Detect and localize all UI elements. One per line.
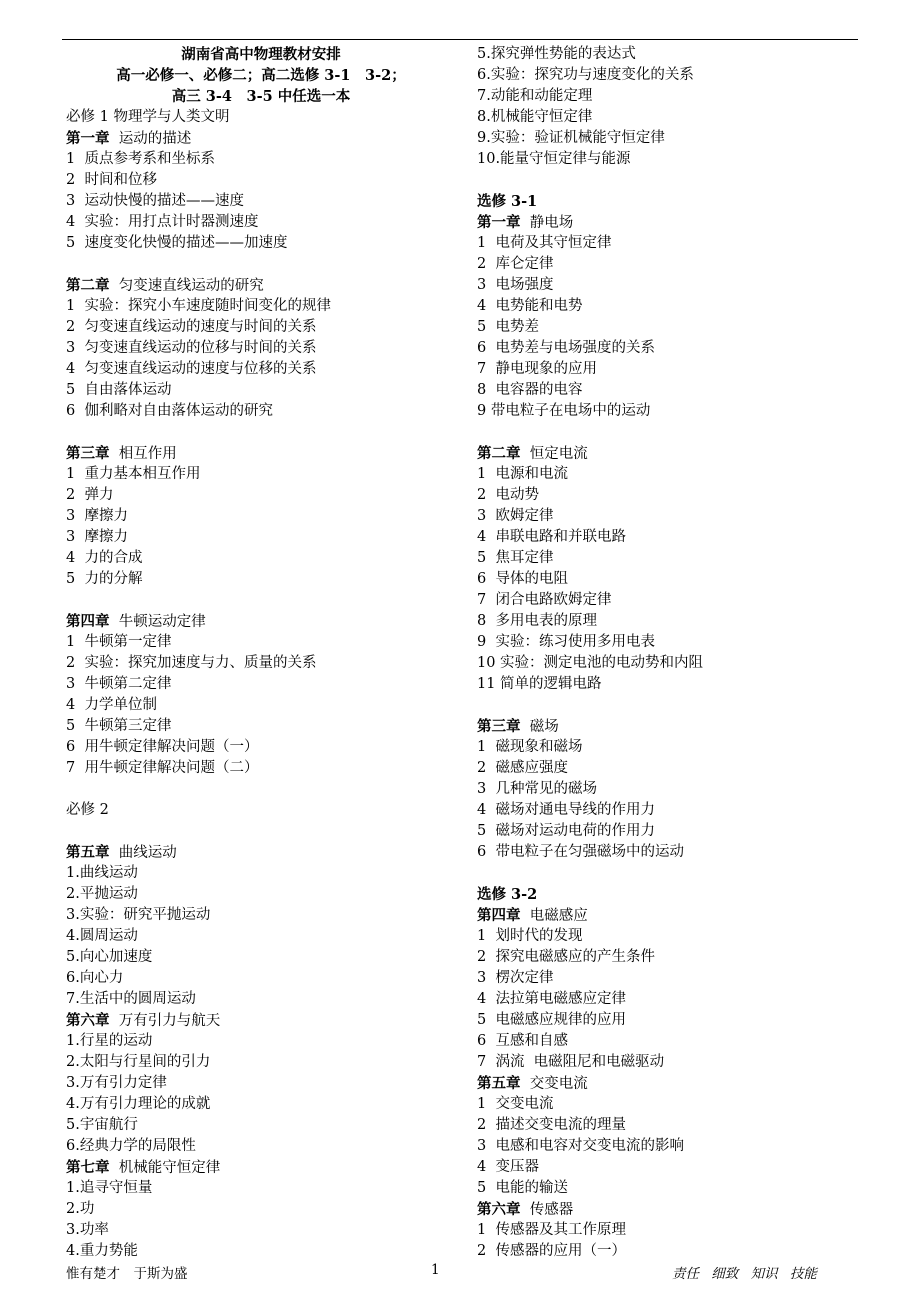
toc-entry: 4 实验：用打点计时器测速度 [66,214,259,230]
toc-entry: 7 涡流 电磁阻尼和电磁驱动 [477,1054,665,1070]
toc-entry: 6.向心力 [66,970,124,986]
toc-entry: 5 自由落体运动 [66,382,172,398]
toc-entry: 2 实验：探究加速度与力、质量的关系 [66,655,317,671]
toc-entry: 9 实验：练习使用多用电表 [477,634,655,650]
toc-entry: 3.万有引力定律 [66,1075,167,1091]
toc-entry: 2 探究电磁感应的产生条件 [477,949,655,965]
toc-entry: 7 用牛顿定律解决问题（二） [66,760,259,776]
chapter-heading [66,128,456,149]
chapter-heading [477,443,877,464]
toc-entry: 3 摩擦力 [66,508,128,524]
chapter-title: 运动的描述 [109,131,192,147]
chapter-number: 第七章 [66,1159,110,1176]
toc-entry: 3 运动快慢的描述——速度 [66,193,244,209]
top-rule [62,39,858,40]
toc-entry: 3 楞次定律 [477,970,554,986]
chapter-heading [477,716,877,737]
toc-entry: 5 速度变化快慢的描述——加速度 [66,235,288,251]
chapter-heading [66,1010,456,1031]
document-title-line: 湖南省高中物理教材安排 [181,46,341,63]
chapter-number: 第五章 [477,1075,521,1092]
toc-entry: 7 闭合电路欧姆定律 [477,592,612,608]
toc-entry: 4 法拉第电磁感应定律 [477,991,626,1007]
toc-entry: 4 变压器 [477,1159,539,1175]
volume-heading: 选修 3-2 [477,886,538,903]
toc-entry: 4 串联电路和并联电路 [477,529,626,545]
toc-entry: 5 牛顿第三定律 [66,718,172,734]
toc-entry: 1 传感器及其工作原理 [477,1222,626,1238]
toc-entry: 4.万有引力理论的成就 [66,1096,211,1112]
toc-entry: 6 带电粒子在匀强磁场中的运动 [477,844,684,860]
chapter-heading [477,1199,877,1220]
chapter-heading [66,275,456,296]
toc-entry: 3.实验：研究平抛运动 [66,907,211,923]
blank-line [477,422,877,443]
toc-entry: 1 划时代的发现 [477,928,583,944]
chapter-heading [477,1073,877,1094]
toc-entry: 4 力的合成 [66,550,143,566]
toc-entry: 4.圆周运动 [66,928,138,944]
toc-entry: 1.追寻守恒量 [66,1180,153,1196]
toc-entry: 10.能量守恒定律与能源 [477,151,631,167]
toc-entry: 5.探究弹性势能的表达式 [477,46,636,62]
toc-entry: 7.动能和动能定理 [477,88,593,104]
chapter-heading [66,611,456,632]
page-number: 1 [431,1262,440,1278]
blank-line [66,422,456,443]
blank-line [477,863,877,884]
toc-entry: 5 焦耳定律 [477,550,554,566]
toc-entry: 1 磁现象和磁场 [477,739,583,755]
blank-line [66,254,456,275]
toc-entry: 8 电容器的电容 [477,382,583,398]
chapter-heading [477,212,877,233]
chapter-title: 万有引力与航天 [109,1013,221,1029]
right-column [477,44,877,1262]
toc-entry: 4 力学单位制 [66,697,157,713]
chapter-title: 牛顿运动定律 [109,614,206,630]
chapter-heading [66,1157,456,1178]
toc-entry: 3 几种常见的磁场 [477,781,597,797]
toc-entry: 4.重力势能 [66,1243,138,1259]
blank-line [66,821,456,842]
toc-entry: 9.实验：验证机械能守恒定律 [477,130,665,146]
toc-entry: 8 多用电表的原理 [477,613,597,629]
document-title-line: 高三 3-4 3-5 中任选一本 [171,88,351,105]
toc-entry: 5 电磁感应规律的应用 [477,1012,626,1028]
chapter-heading [477,905,877,926]
document-title-line: 高一必修一、必修二；高二选修 3-1 3-2； [116,67,406,84]
chapter-number: 第三章 [66,445,110,462]
toc-entry: 3 电感和电容对交变电流的影响 [477,1138,684,1154]
toc-entry: 5.宇宙航行 [66,1117,138,1133]
toc-entry: 3 电场强度 [477,277,554,293]
left-column [66,44,456,1262]
toc-entry: 3.功率 [66,1222,109,1238]
toc-entry: 1 交变电流 [477,1096,554,1112]
toc-entry: 1 实验：探究小车速度随时间变化的规律 [66,298,331,314]
chapter-title: 匀变速直线运动的研究 [109,278,264,294]
toc-entry: 5 电能的输送 [477,1180,568,1196]
toc-entry: 1.曲线运动 [66,865,138,881]
toc-entry: 6 电势差与电场强度的关系 [477,340,655,356]
toc-entry: 3 欧姆定律 [477,508,554,524]
chapter-number: 第四章 [66,613,110,630]
toc-entry: 2 时间和位移 [66,172,157,188]
toc-entry: 7 静电现象的应用 [477,361,597,377]
blank-line [66,779,456,800]
toc-entry: 2.功 [66,1201,95,1217]
toc-entry: 3 摩擦力 [66,529,128,545]
toc-entry: 5 电势差 [477,319,539,335]
chapter-number: 第二章 [477,445,521,462]
chapter-number: 第四章 [477,907,521,924]
toc-entry: 3 牛顿第二定律 [66,676,172,692]
footer-slogan: 责任 细致 知识 技能 [672,1266,817,1282]
toc-entry: 1 重力基本相互作用 [66,466,201,482]
toc-entry: 1.行星的运动 [66,1033,153,1049]
toc-entry: 5.向心加速度 [66,949,153,965]
chapter-number: 第三章 [477,718,521,735]
toc-entry: 2 传感器的应用（一） [477,1243,626,1259]
toc-entry: 4 电势能和电势 [477,298,583,314]
toc-entry: 6.经典力学的局限性 [66,1138,196,1154]
toc-entry: 必修 1 物理学与人类文明 [66,109,230,125]
toc-entry: 必修 2 [66,802,109,818]
toc-entry: 9 带电粒子在电场中的运动 [477,403,651,419]
blank-line [66,590,456,611]
chapter-title: 交变电流 [520,1076,588,1092]
toc-entry: 6 伽利略对自由落体运动的研究 [66,403,273,419]
chapter-title: 曲线运动 [109,845,177,861]
volume-heading: 选修 3-1 [477,193,538,210]
toc-entry: 6 互感和自感 [477,1033,568,1049]
blank-line [477,695,877,716]
chapter-title: 恒定电流 [520,446,588,462]
toc-entry: 1 电荷及其守恒定律 [477,235,612,251]
toc-entry: 2.太阳与行星间的引力 [66,1054,211,1070]
toc-entry: 8.机械能守恒定律 [477,109,593,125]
toc-entry: 2 描述交变电流的理量 [477,1117,626,1133]
toc-entry: 2.平抛运动 [66,886,138,902]
footer-motto: 惟有楚才 于斯为盛 [66,1266,188,1282]
chapter-heading [66,842,456,863]
chapter-title: 传感器 [520,1202,574,1218]
chapter-title: 磁场 [520,719,559,735]
toc-entry: 5 磁场对运动电荷的作用力 [477,823,655,839]
blank-line [477,170,877,191]
toc-entry: 6 用牛顿定律解决问题（一） [66,739,259,755]
chapter-title: 电磁感应 [520,908,588,924]
chapter-title: 机械能守恒定律 [109,1160,221,1176]
toc-entry: 2 匀变速直线运动的速度与时间的关系 [66,319,317,335]
toc-entry: 1 电源和电流 [477,466,568,482]
chapter-number: 第五章 [66,844,110,861]
toc-entry: 2 磁感应强度 [477,760,568,776]
toc-entry: 2 库仑定律 [477,256,554,272]
toc-entry: 2 电动势 [477,487,539,503]
toc-entry: 6.实验：探究功与速度变化的关系 [477,67,694,83]
chapter-heading [66,443,456,464]
chapter-number: 第一章 [477,214,521,231]
toc-entry: 4 匀变速直线运动的速度与位移的关系 [66,361,317,377]
toc-entry: 7.生活中的圆周运动 [66,991,196,1007]
chapter-number: 第一章 [66,130,110,147]
chapter-title: 静电场 [520,215,574,231]
toc-entry: 1 牛顿第一定律 [66,634,172,650]
chapter-number: 第六章 [66,1012,110,1029]
chapter-number: 第二章 [66,277,110,294]
toc-entry: 11 简单的逻辑电路 [477,676,602,692]
chapter-number: 第六章 [477,1201,521,1218]
toc-entry: 2 弹力 [66,487,114,503]
toc-entry: 6 导体的电阻 [477,571,568,587]
toc-entry: 10 实验：测定电池的电动势和内阻 [477,655,704,671]
toc-entry: 5 力的分解 [66,571,143,587]
toc-entry: 3 匀变速直线运动的位移与时间的关系 [66,340,317,356]
chapter-title: 相互作用 [109,446,177,462]
toc-entry: 1 质点参考系和坐标系 [66,151,215,167]
toc-entry: 4 磁场对通电导线的作用力 [477,802,655,818]
